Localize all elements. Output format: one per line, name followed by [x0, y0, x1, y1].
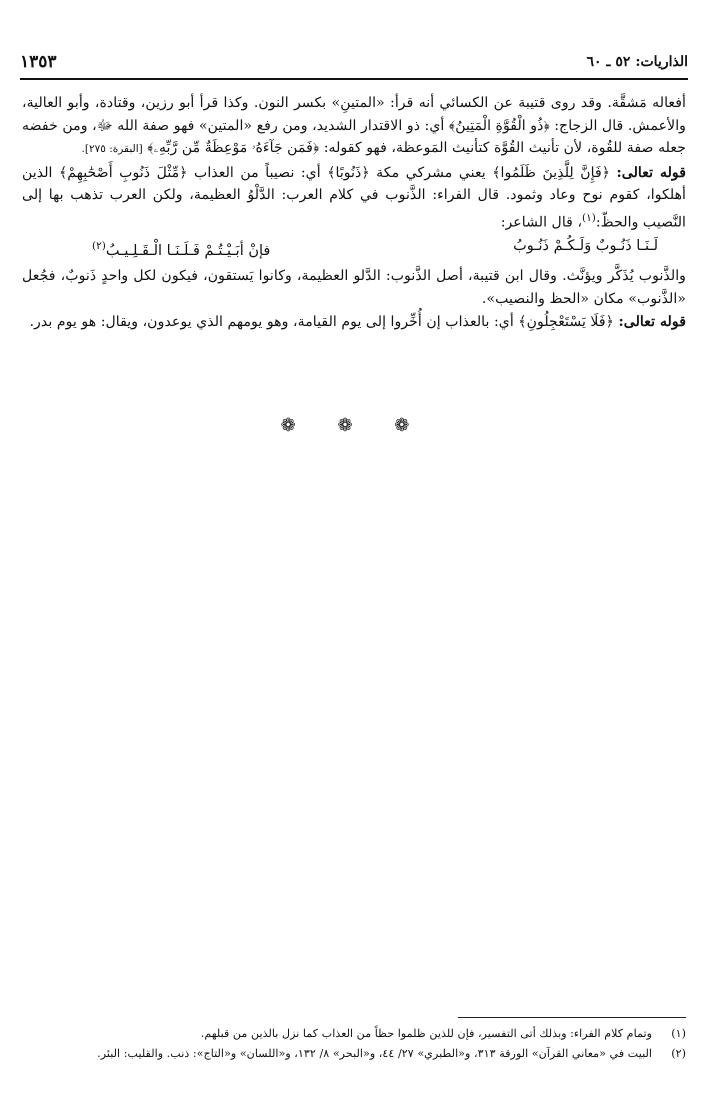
section-separator: ❁ ❁ ❁ — [280, 415, 428, 436]
footnotes — [22, 1024, 686, 1064]
footnote-1-text: وتمام كلام الفراء: وبذلك أتى التفسير، فإن للذين ظلموا حظاً من العذاب كما نزل بالذين من قبلهم. — [200, 1027, 652, 1040]
page-header — [20, 52, 688, 80]
surah-title: الذاريات: ٥٢ ـ ٦٠ — [586, 54, 688, 70]
footnote-ref-1: (١) — [582, 211, 596, 224]
footnote-2-text: البيت في «معاني القرآن» الورقة ٣١٣، و«الطبري» ٢٧/ ٤٤، و«البحر» ٨/ ١٣٢، و«اللسان» و«التاج»: ذنب. والقليب: البئر. — [97, 1047, 652, 1060]
paragraph-1 — [22, 92, 686, 161]
footnote-2-number: (٢) — [671, 1047, 686, 1060]
verse-second-hemistich — [92, 235, 270, 262]
paragraph-2 — [22, 162, 686, 235]
footnote-divider — [458, 1017, 686, 1018]
page-number: ١٣٥٣ — [20, 52, 57, 72]
verse-second-text: فإنْ أبَـيْـتُـمْ فَـلَـنَـا الْـقَـلِـيـبُ — [105, 243, 271, 260]
quran-reference: [البقرة: ٢٧٥]. — [81, 143, 143, 156]
paragraph-1-text: أفعاله مَشقَّة. وقد روى قتيبة عن الكسائي أنه قرأ: «المتينِ» بكسر النون. وكذا قرأ أبو رزين، وقتادة، وأبو العالية، والأعمش. قال الزجاج: ﴿ذُو الْقُوَّةِ الْمَتِينُ﴾ أي: ذو الاقتدار الشديد، ومن رفع «المتين» فهو صفة الله ﷻ، ومن خفضه جعله صفة للقُوة، لأن تأنيث القُوَّة كتأنيث المَوعظة، فهو كقوله: ﴿فَمَن جَآءَهُۥ مَوْعِظَةٌ مِّن رَّبِّهِۦ﴾ — [22, 95, 686, 157]
paragraph-2-lead: قوله تعالى: — [616, 164, 687, 181]
footnote-2 — [22, 1044, 686, 1064]
paragraph-4-lead: قوله تعالى: — [618, 314, 686, 331]
paragraph-4-text: ﴿فَلَا يَسْتَعْجِلُونِ﴾ أي: بالعذاب إن أُخِّروا إلى يوم القيامة، وهو يومهم الذي يوعدون، ويقال: هو يوم بدر. — [29, 314, 614, 331]
main-text — [22, 92, 686, 335]
paragraph-4 — [22, 311, 686, 334]
paragraph-2-text: ﴿فَإِنَّ لِلَّذِينَ ظَلَمُوا﴾ يعني مشركي مكة ﴿ذَنُوبًا﴾ أي: نصيباً من العذاب ﴿مِّثْلَ ذَنُوبِ أَصْحَٰبِهِمْ﴾ الذين أهلكوا، كقوم نوح وعاد وثمود. قال الفراء: الذَّنوب في كلام العرب: الدَّلْوُ العظيمة، ولكن العرب تذهب بها إلى النَّصيب والحظّ: — [22, 164, 686, 231]
poetry-verse — [22, 235, 686, 262]
paragraph-2-tail: ، قال الشاعر: — [500, 214, 583, 231]
footnote-ref-2: (٢) — [92, 240, 106, 253]
verse-first-hemistich: لَـنَـا ذَنُـوبٌ وَلَـكُـمْ ذَنُـوبُ — [513, 238, 658, 255]
footnote-1-number: (١) — [671, 1027, 686, 1040]
footnote-1 — [22, 1024, 686, 1044]
paragraph-3: والذَّنوب يُذَكَّر ويؤنَّث. وقال ابن قتيبة، أصل الذَّنوب: الدَّلو العظيمة، وكانوا يَستقون، فيكون لكل واحدٍ ذَنوبٌ، فجُعل «الذَّنوب» مكان «الحظ والنصيب». — [22, 268, 686, 307]
